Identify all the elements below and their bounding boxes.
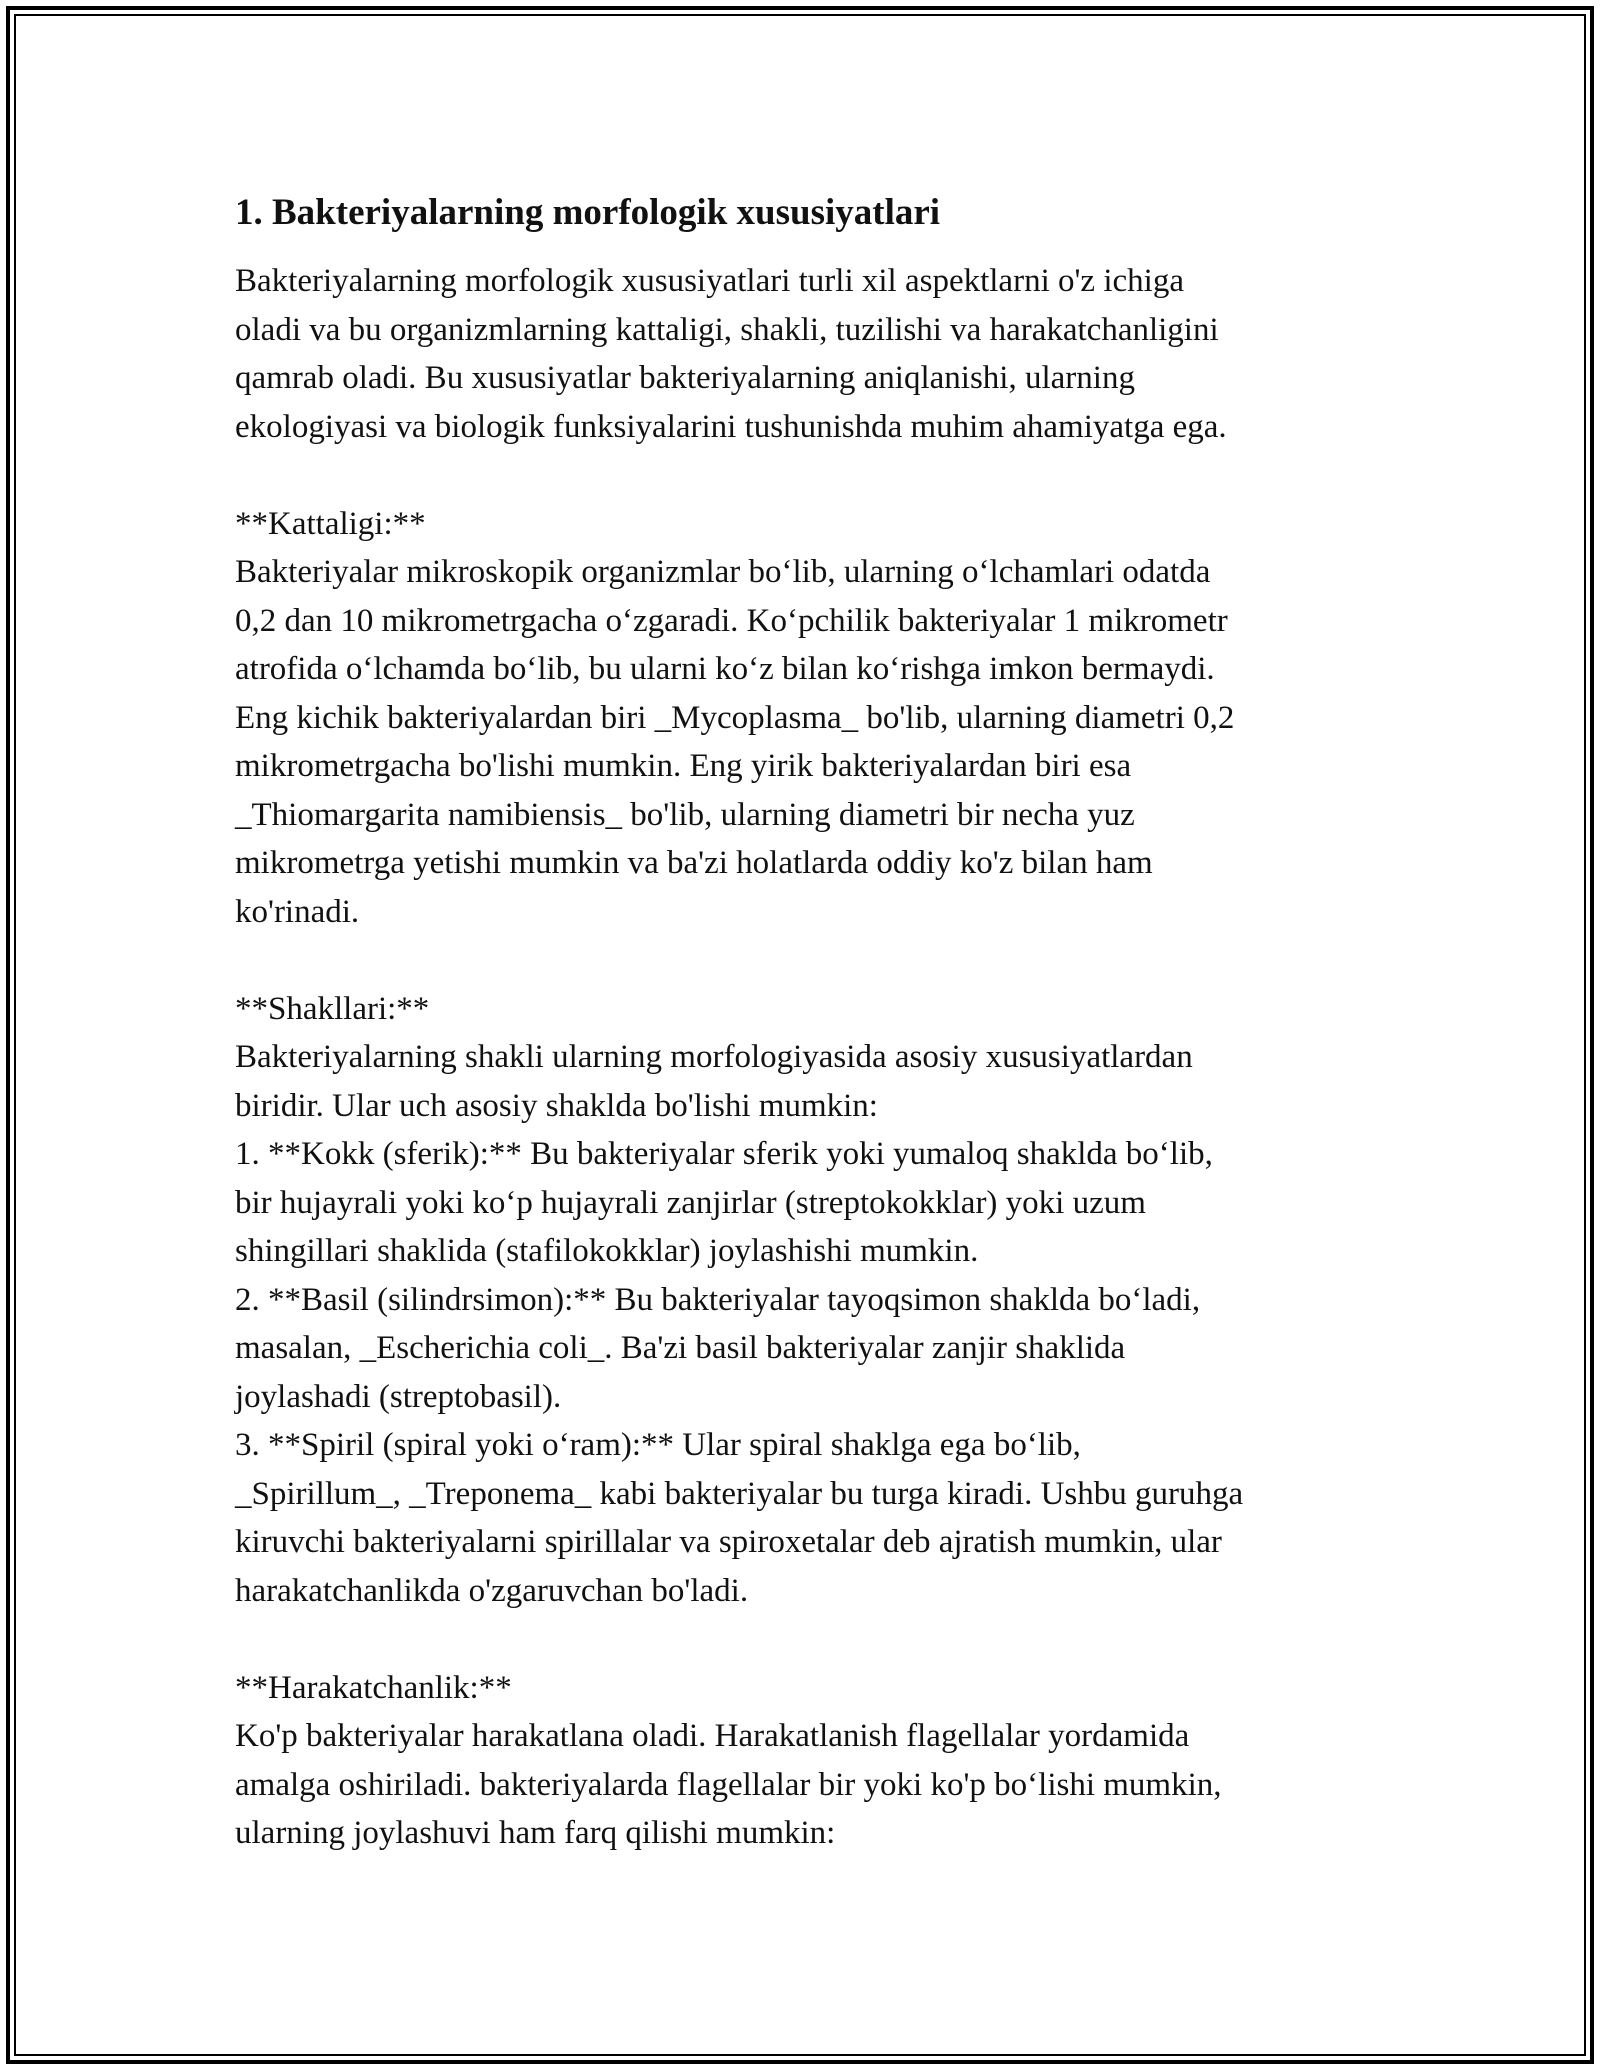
subsection-title-shapes: **Shakllari:** <box>235 990 430 1027</box>
list-item: 3. **Spiril (spiral yoki o‘ram):** Ular spiral shaklga ega bo‘lib, <box>235 1427 1081 1463</box>
text-line: atrofida o‘lchamda bo‘lib, bu ularni ko‘z bilan ko‘rishga imkon bermaydi. <box>235 651 1215 687</box>
text-line: Bakteriyalarning morfologik xususiyatlari turli xil aspektlarni o'z ichiga <box>235 263 1184 299</box>
blank-line <box>235 1615 1415 1664</box>
text-line: biridir. Ular uch asosiy shaklda bo'lishi mumkin: <box>235 1087 878 1124</box>
document-content <box>235 189 1415 1858</box>
text-line: Bakteriyalar mikroskopik organizmlar bo‘lib, ularning o‘lchamlari odatda <box>235 554 1211 590</box>
text-line: shingillari shaklida (stafilokokklar) joylashishi mumkin. <box>235 1233 979 1269</box>
blank-line <box>235 451 1415 500</box>
text-line: Eng kichik bakteriyalardan biri _Mycoplasma_ bo'lib, ularning diametri 0,2 <box>235 699 1235 736</box>
text-line: ularning joylashuvi ham farq qilishi mumkin: <box>235 1815 836 1851</box>
shapes-section <box>235 985 1415 1616</box>
text-line: harakatchanlikda o'zgaruvchan bo'ladi. <box>235 1572 749 1609</box>
text-line: 0,2 dan 10 mikrometrgacha o‘zgaradi. Ko‘pchilik bakteriyalar 1 mikrometr <box>235 602 1228 639</box>
text-line: ko'rinadi. <box>235 893 360 930</box>
text-line: _Thiomargarita namibiensis_ bo'lib, ularning diametri bir necha yuz <box>235 796 1135 833</box>
motility-section <box>235 1664 1415 1858</box>
section-heading: 1. Bakteriyalarning morfologik xususiyatlari <box>235 192 941 233</box>
list-item: 2. **Basil (silindrsimon):** Bu bakteriyalar tayoqsimon shaklda bo‘ladi, <box>235 1281 1201 1318</box>
blank-line <box>235 936 1415 985</box>
text-line: qamrab oladi. Bu xususiyatlar bakteriyalarning aniqlanishi, ularning <box>235 360 1135 396</box>
text-line: Ko'p bakteriyalar harakatlana oladi. Harakatlanish flagellalar yordamida <box>235 1718 1190 1754</box>
list-item: 1. **Kokk (sferik):** Bu bakteriyalar sferik yoki yumaloq shaklda bo‘lib, <box>235 1136 1213 1172</box>
text-line: masalan, _Escherichia coli_. Ba'zi basil bakteriyalar zanjir shaklida <box>235 1330 1126 1366</box>
text-line: amalga oshiriladi. bakteriyalarda flagellalar bir yoki ko'p bo‘lishi mumkin, <box>235 1766 1222 1803</box>
text-line: joylashadi (streptobasil). <box>235 1378 562 1415</box>
text-line: _Spirillum_, _Treponema_ kabi bakteriyalar bu turga kiradi. Ushbu guruhga <box>235 1475 1244 1512</box>
intro-paragraph <box>235 257 1415 451</box>
text-line: ekologiyasi va biologik funksiyalarini tushunishda muhim ahamiyatga ega. <box>235 408 1227 445</box>
size-section <box>235 500 1415 937</box>
text-line: kiruvchi bakteriyalarni spirillalar va spiroxetalar deb ajratish mumkin, ular <box>235 1524 1222 1560</box>
text-line: Bakteriyalarning shakli ularning morfologiyasida asosiy xususiyatlardan <box>235 1039 1193 1075</box>
text-line: oladi va bu organizmlarning kattaligi, shakli, tuzilishi va harakatchanligini <box>235 311 1219 348</box>
text-line: mikrometrga yetishi mumkin va ba'zi holatlarda oddiy ko'z bilan ham <box>235 845 1153 881</box>
subsection-title-size: **Kattaligi:** <box>235 505 426 542</box>
text-line: bir hujayrali yoki ko‘p hujayrali zanjirlar (streptokokklar) yoki uzum <box>235 1184 1146 1221</box>
subsection-title-motility: **Harakatchanlik:** <box>235 1669 512 1706</box>
text-line: mikrometrgacha bo'lishi mumkin. Eng yirik bakteriyalardan biri esa <box>235 748 1132 784</box>
